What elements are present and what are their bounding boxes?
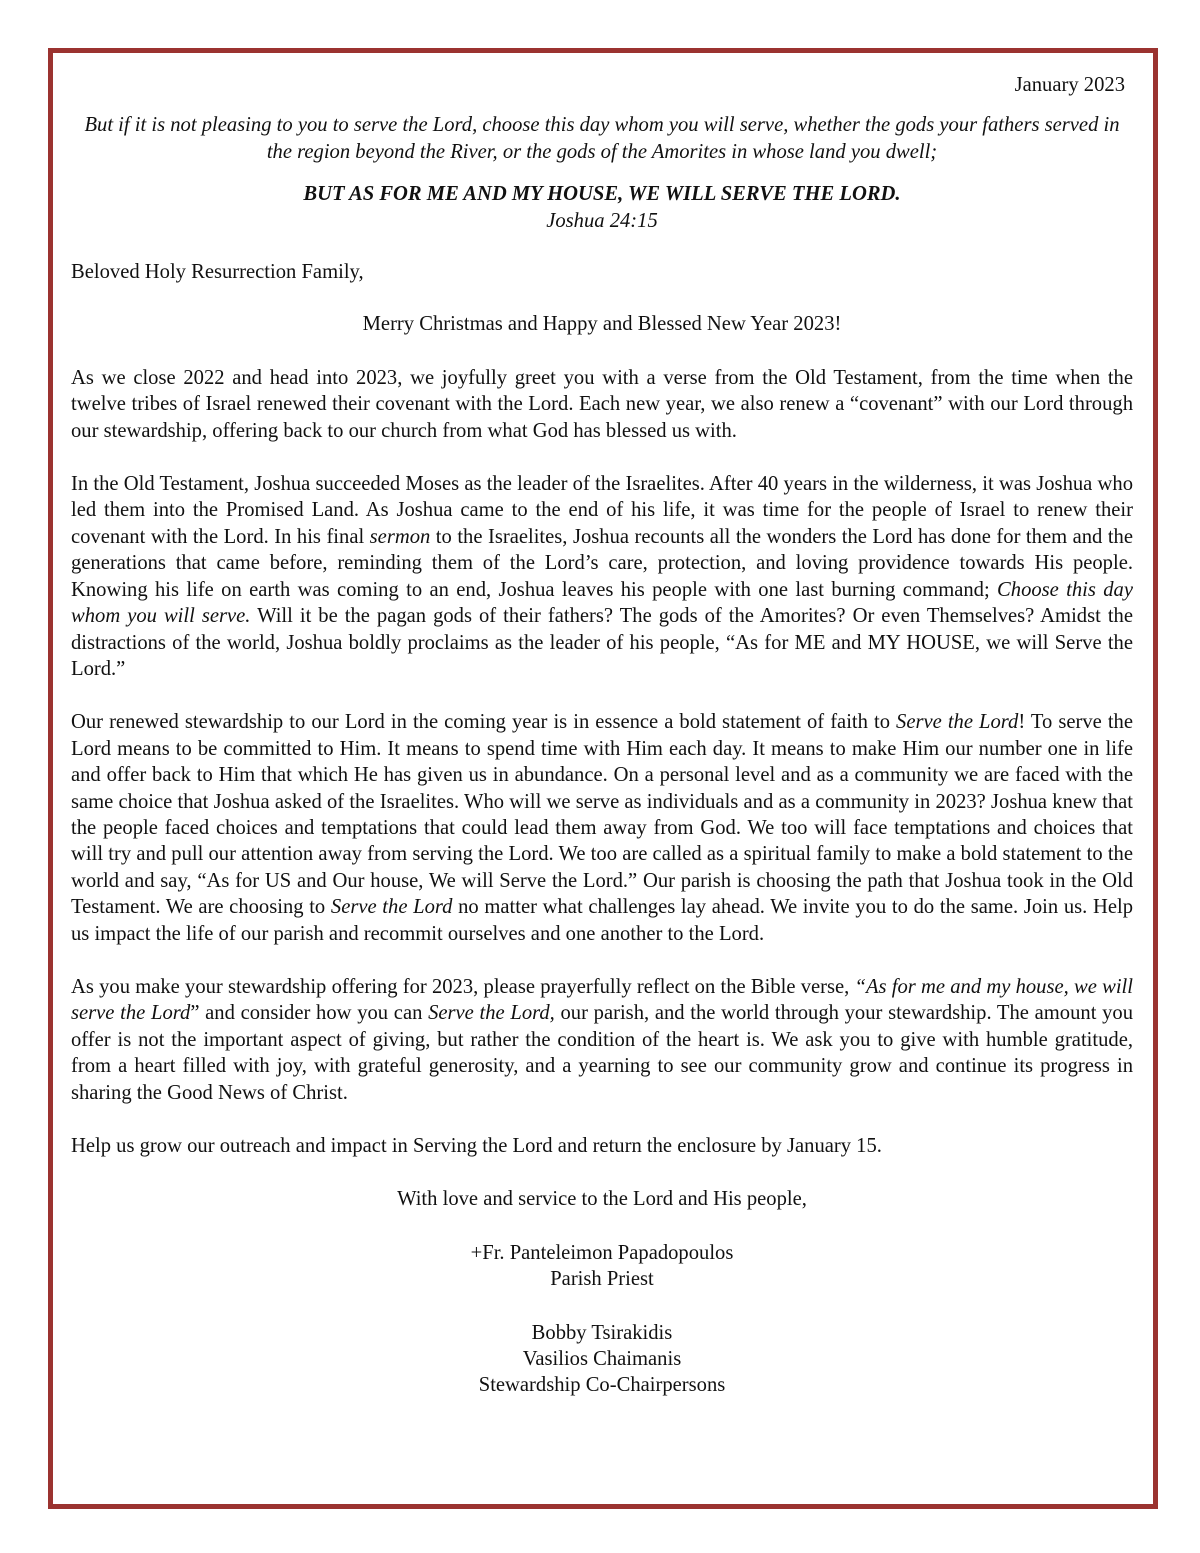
paragraph-emphasis: Choose this day whom you will serve. bbox=[71, 578, 1133, 628]
priest-title: Parish Priest bbox=[550, 1268, 654, 1291]
closing-request: Help us grow our outreach and impact in Serving the Lord and return the enclosure by January 15. bbox=[71, 1135, 882, 1157]
signature-priest bbox=[71, 1240, 1133, 1293]
scripture-verse: But if it is not pleasing to you to serve the Lord, choose this day whom you will serve, whether the gods your fathers served in the region beyond the River, or the gods of the Amorites in whose land you dwell; bbox=[84, 114, 1120, 163]
paragraph-emphasis: Serve the Lord, bbox=[428, 1002, 555, 1025]
chairs-title: Stewardship Co-Chairpersons bbox=[478, 1374, 726, 1397]
letter-body bbox=[71, 72, 1133, 1399]
paragraph-stewardship bbox=[71, 709, 1133, 947]
paragraph-text: our parish, and the world through your stewardship. The amount you offer is not the important aspect of giving, but rather the condition of the heart is. We ask you to give with humble gratitude, from a heart filled with joy, with grateful generosity, and a yearning to see our community grow and continue its progress in sharing the Good News of Christ. bbox=[71, 1002, 1134, 1104]
paragraph-emphasis: Serve the Lord bbox=[896, 711, 1019, 734]
letter-date: January 2023 bbox=[1014, 74, 1125, 96]
priest-name: +Fr. Panteleimon Papadopoulos bbox=[470, 1241, 734, 1264]
paragraph-text: In the Old Testament, Joshua succeeded Moses as the leader of the Israelites. After 40 years in the wilderness, it was Joshua who led them into the Promised Land. As Joshua came to the end of his life, it was time for the people of Israel to renew their covenant with the Lord. In his final bbox=[71, 473, 1133, 548]
holiday-greeting: Merry Christmas and Happy and Blessed New Year 2023! bbox=[362, 313, 842, 336]
chair-name-2: Vasilios Chaimanis bbox=[522, 1348, 682, 1371]
paragraph-offering bbox=[71, 974, 1133, 1106]
scripture-declaration: BUT AS FOR ME AND MY HOUSE, WE WILL SERVE THE LORD. bbox=[303, 183, 901, 206]
paragraph-text: no matter what challenges lay ahead. We invite you to do the same. Join us. Help us impact the life of our parish and recommit ourselves and one another to the Lord. bbox=[71, 896, 1133, 945]
paragraph-text: As you make your stewardship offering for 2023, please prayerfully reflect on the Bible verse, bbox=[71, 975, 855, 998]
paragraph-text: Will it be the pagan gods of their fathers? The gods of the Amorites? Or even Themselves? Amidst the distractions of the world, Joshua boldly proclaims as the leader of his people, “As for ME and MY HOUSE, we will Serve the Lord.” bbox=[71, 605, 1133, 680]
signature-chairs bbox=[71, 1320, 1133, 1399]
scripture-reference: Joshua 24:15 bbox=[546, 209, 658, 232]
paragraph-covenant: As we close 2022 and head into 2023, we joyfully greet you with a verse from the Old Testament, from the time when the twelve tribes of Israel renewed their covenant with the Lord. Each new year, we also renew a “covenant” with our Lord through our stewardship, offering back to our church from what God has blessed us with. bbox=[71, 366, 1133, 442]
paragraph-text: to the Israelites, Joshua recounts all the wonders the Lord has done for them and the generations that came before, reminding them of the Lord’s care, protection, and loving providence towards His people. Knowing his life on earth was coming to an end, Joshua leaves his people with one last burning command; bbox=[71, 525, 1133, 601]
valediction: With love and service to the Lord and His people, bbox=[397, 1188, 807, 1211]
paragraph-text: ! To serve the Lord means to be committed to Him. It means to spend time with Him each day. It means to make Him our number one in life and offer back to Him that which He has given us in abundance. On a personal level and as a community we are faced with the same choice that Joshua asked of the Israelites. Who will we serve as individuals and as a community in 2023? Joshua knew that the people faced choices and temptations that could lead them away from God. We too will face temptations and choices that will try and pull our attention away from serving the Lord. We too are called as a spiritual family to make a bold statement to the world and say, “As for US and Our house, We will Serve the Lord.” Our parish is choosing the path that Joshua took in the Old Testament. We are choosing to bbox=[71, 711, 1133, 919]
paragraph-text: ” and consider how you can bbox=[190, 1002, 429, 1025]
paragraph-emphasis: “As for me and my house, we will serve the Lord bbox=[71, 975, 1133, 1025]
paragraph-emphasis: Serve the Lord bbox=[330, 896, 453, 919]
paragraph-text: Our renewed stewardship to our Lord in the coming year is in essence a bold statement of faith to bbox=[71, 711, 897, 734]
chair-name-1: Bobby Tsirakidis bbox=[531, 1321, 673, 1344]
paragraph-joshua bbox=[71, 471, 1133, 682]
paragraph-emphasis: sermon bbox=[369, 525, 431, 548]
salutation: Beloved Holy Resurrection Family, bbox=[71, 261, 364, 284]
